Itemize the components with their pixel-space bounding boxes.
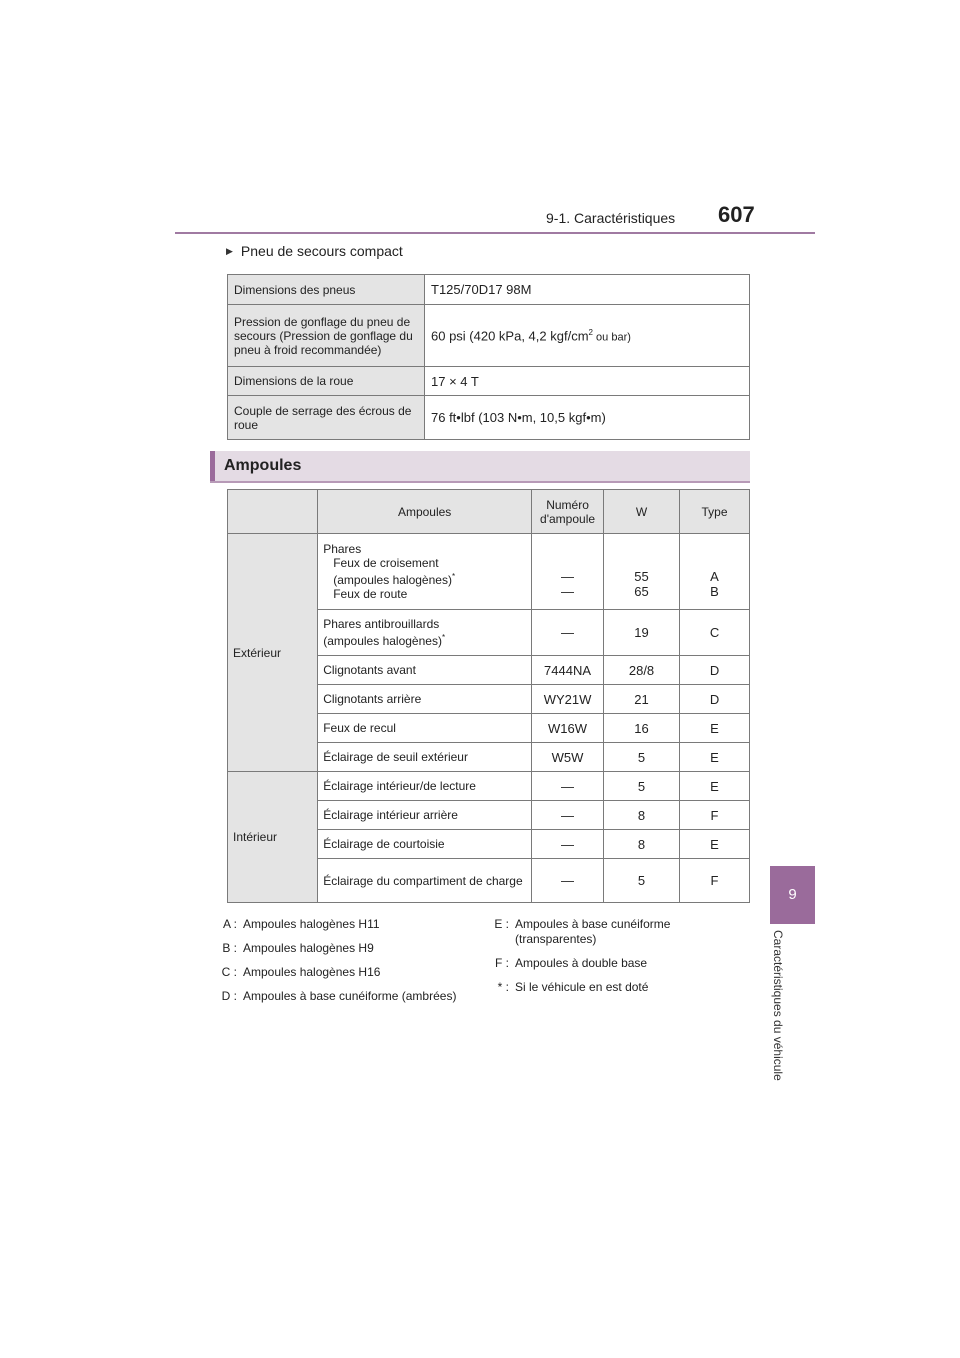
table-row [228,534,750,610]
header-rule [175,232,815,234]
section-title: 9-1. Caractéristiques [546,210,676,226]
bulb-watt: 5 [604,859,680,903]
spare-tire-spec-table [227,274,750,440]
bulb-name: Phares Feux de croisement (ampoules halogènes)* Feux de route [318,534,532,610]
legend-item: * : Si le véhicule en est doté [497,980,649,994]
bulb-type: A B [680,534,750,610]
bulb-number: — [532,772,604,801]
spec-value: 17 × 4 T [425,367,750,396]
spec-value: T125/70D17 98M [425,275,750,305]
bulb-number: W16W [532,714,604,743]
triangle-right-icon: ▶ [226,245,233,256]
bulb-type: D [680,685,750,714]
table-row [228,772,750,801]
legend-item: E : Ampoules à base cunéiforme (transparentes) [494,917,671,946]
bulb-number: — — [532,534,604,610]
group-interieur: Intérieur [228,772,318,903]
legend-item: A : Ampoules halogènes H11 [222,917,380,931]
table-row [228,396,750,440]
spec-label: Pression de gonflage du pneu de secours (Pression de gonflage du pneu à froid recommandée) [228,305,425,367]
bulb-number: — [532,830,604,859]
bulb-type: E [680,830,750,859]
legend-left [213,917,473,1013]
bulb-watt: 21 [604,685,680,714]
bulb-type: C [680,610,750,656]
bulb-number: — [532,801,604,830]
bulb-name: Phares antibrouillards (ampoules halogènes)* [318,610,532,656]
group-exterieur: Extérieur [228,534,318,772]
bulb-number: WY21W [532,685,604,714]
header-ampoules: Ampoules [318,490,532,534]
bulb-number: — [532,610,604,656]
bulb-name: Éclairage intérieur/de lecture [318,772,532,801]
header-type: Type [680,490,750,534]
header-numero: Numéro d'ampoule [532,490,604,534]
spec-label: Dimensions de la roue [228,367,425,396]
section-accent [210,451,215,481]
table-header-row [228,490,750,534]
compact-spare-heading [226,243,403,259]
bulb-name: Clignotants avant [318,656,532,685]
bulb-type: F [680,859,750,903]
bulb-name: Éclairage de seuil extérieur [318,743,532,772]
bulb-type: E [680,714,750,743]
asterisk-mark: * [451,572,456,581]
bulb-watt: 8 [604,830,680,859]
asterisk-mark: * [441,633,446,642]
legend-right [485,917,735,1004]
bulb-name: Feux de recul [318,714,532,743]
bulb-name: Clignotants arrière [318,685,532,714]
chapter-tab: 9 [770,866,815,924]
bulb-type: D [680,656,750,685]
bulb-table [227,489,750,903]
bulb-watt: 5 [604,772,680,801]
bulb-number: W5W [532,743,604,772]
bulb-number: — [532,859,604,903]
spec-label: Couple de serrage des écrous de roue [228,396,425,440]
header-watt: W [604,490,680,534]
bulb-name: Éclairage du compartiment de charge [318,859,532,903]
legend-item: C : Ampoules halogènes H16 [221,965,381,979]
legend-item: D : Ampoules à base cunéiforme (ambrées) [221,989,457,1003]
page-number: 607 [718,202,755,227]
ampoules-section-heading [210,451,750,483]
spec-value: 76 ft•lbf (103 N•m, 10,5 kgf•m) [425,396,750,440]
bulb-name: Éclairage intérieur arrière [318,801,532,830]
table-row [228,367,750,396]
spec-label: Dimensions des pneus [228,275,425,305]
bulb-watt: 19 [604,610,680,656]
bulb-number: 7444NA [532,656,604,685]
bulb-type: E [680,772,750,801]
bullet-text: Pneu de secours compact [240,243,403,259]
spec-value: 60 psi (420 kPa, 4,2 kgf/$cm^2$ ou bar) [425,305,750,367]
table-row [228,305,750,367]
bulb-watt: 28/8 [604,656,680,685]
table-row [228,275,750,305]
chapter-label: Caractéristiques du véhicule [771,930,785,1081]
bulb-name: Éclairage de courtoisie [318,830,532,859]
bulb-watt: 8 [604,801,680,830]
header-empty [228,490,318,534]
bulb-watt: 55 65 [604,534,680,610]
bulb-type: F [680,801,750,830]
bulb-watt: 5 [604,743,680,772]
section-heading-text: Ampoules [224,457,302,474]
bulb-watt: 16 [604,714,680,743]
legend-item: F : Ampoules à double base [495,956,648,970]
bulb-type: E [680,743,750,772]
legend-item: B : Ampoules halogènes H9 [222,941,374,955]
